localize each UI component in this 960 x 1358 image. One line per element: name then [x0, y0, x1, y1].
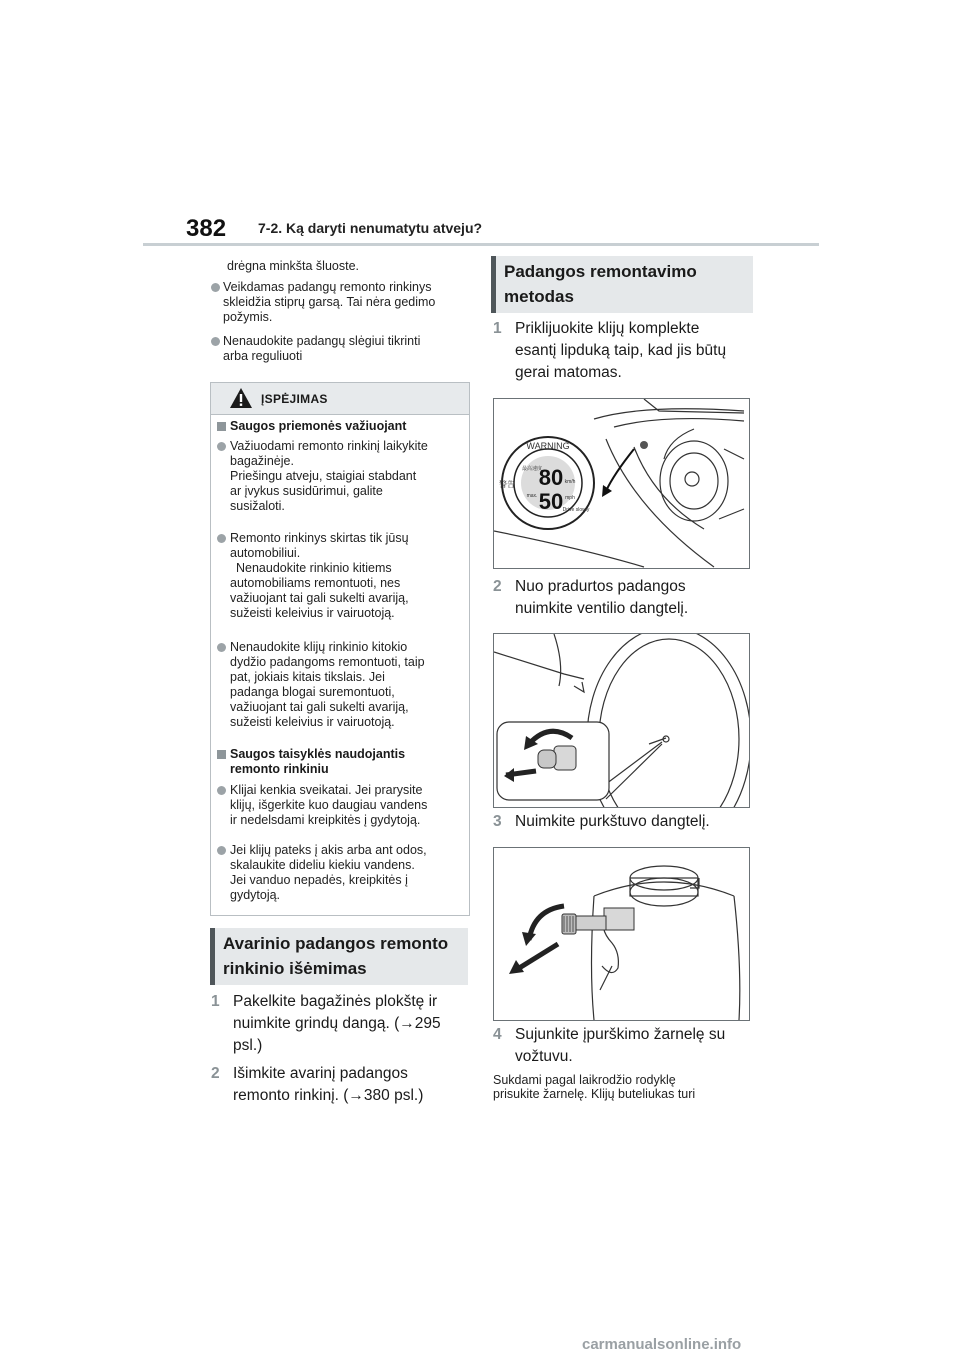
bullet-dot-icon	[211, 283, 220, 292]
bullet-line: skleidžia stiprų garsą. Tai nėra gedimo	[223, 295, 436, 309]
section-heading-kit-removal	[210, 928, 468, 985]
warning-line: Priešingu atveju, staigiai stabdant	[230, 469, 417, 483]
warning-line: automobiliams remontuoti, nes	[230, 576, 401, 590]
warning-line: klijų, išgerkite kuo daugiau vandens	[230, 798, 428, 812]
figure-nozzle-cap	[493, 847, 750, 1021]
step-line: nuimkite ventilio dangtelį.	[515, 600, 689, 617]
warning-subheading	[217, 419, 478, 434]
warning-line: Klijai kenkia sveikatai. Jei prarysite	[230, 783, 423, 797]
figure-valve-cap	[493, 633, 750, 808]
section-title: 7-2. Ką daryti nenumatytu atveju?	[258, 220, 483, 236]
warning-line: dydžio padangoms remontuoti, taip	[230, 655, 425, 669]
svg-text:最高速度: 最高速度	[521, 466, 543, 472]
step-item	[211, 1063, 423, 1107]
step-item	[211, 991, 441, 1057]
square-bullet-icon	[217, 750, 226, 759]
sealant-bottle-illustration	[494, 848, 749, 1020]
step-item	[493, 576, 688, 620]
bullet-dot-icon	[211, 337, 220, 346]
step-item	[493, 811, 710, 833]
warning-line: Jei vanduo nepadės, kreipkitės į	[230, 873, 408, 887]
bullet-line: Veikdamas padangų remonto rinkinys	[223, 280, 432, 294]
svg-text:80: 80	[538, 465, 564, 490]
step-line: gerai matomas.	[515, 364, 622, 381]
section-heading-line: metodas	[504, 287, 574, 306]
watermark: carmanualsonline.info	[582, 1336, 742, 1353]
warning-line: Nenaudokite klijų rinkinio kitokio	[230, 640, 408, 654]
svg-text:max.: max.	[526, 493, 538, 499]
warning-line: Remonto rinkinys skirtas tik jūsų	[230, 531, 409, 545]
warning-line: važiuojant tai gali sukelti avariją,	[230, 700, 409, 714]
warning-line: gydytoją.	[230, 888, 281, 902]
step-item	[493, 1024, 725, 1068]
dashboard-illustration	[494, 399, 749, 568]
bullet-line: arba reguliuoti	[223, 349, 303, 363]
note-line: prisukite žarnelę. Klijų buteliukas turi	[493, 1087, 696, 1101]
step-line: Nuo pradurtos padangos	[515, 578, 686, 595]
nozzle	[562, 908, 634, 934]
wheel-valve-illustration	[494, 634, 749, 807]
warning-line: važiuojant tai gali sukelti avariją,	[230, 591, 409, 605]
warning-line: Jei klijų pateks į akis arba ant odos,	[230, 843, 427, 857]
bullet-line: požymis.	[223, 310, 273, 324]
bullet-line: Nenaudokite padangų slėgiui tikrinti	[223, 334, 421, 348]
warning-line: skalaukite dideliu kiekiu vandens.	[230, 858, 415, 872]
warning-line: Važiuodami remonto rinkinį laikykite	[230, 439, 428, 453]
warning-title: ĮSPĖJIMAS	[261, 392, 328, 406]
step-line: nuimkite grindų dangą. (→295	[233, 1015, 441, 1032]
note-line: Sukdami pagal laikrodžio rodyklę	[493, 1073, 676, 1087]
subheading-text: remonto rinkiniu	[230, 762, 329, 776]
section-heading-line: Padangos remontavimo	[504, 262, 697, 281]
warning-item	[217, 640, 474, 730]
warning-line: susižaloti.	[230, 499, 285, 513]
step-number: 2	[211, 1065, 220, 1082]
warning-header	[211, 383, 469, 415]
warning-item	[217, 439, 474, 514]
warning-triangle-icon	[229, 387, 253, 409]
step-line: Sujunkite įpurškimo žarnelę su	[515, 1026, 726, 1043]
step-line: Priklijuokite klijų komplekte	[515, 320, 700, 337]
step-note	[493, 1073, 753, 1101]
square-bullet-icon	[217, 422, 226, 431]
bullet-dot-icon	[217, 786, 226, 795]
figure-sticker-placement	[493, 398, 750, 569]
svg-text:WARNING: WARNING	[526, 441, 570, 451]
step-line: psl.)	[233, 1037, 263, 1054]
step-line: vožtuvu.	[515, 1048, 573, 1065]
step-number: 4	[493, 1026, 502, 1043]
warning-sticker	[499, 437, 594, 529]
subheading-text: Saugos priemonės važiuojant	[230, 419, 407, 433]
warning-line: bagažinėje.	[230, 454, 294, 468]
step-number: 2	[493, 578, 502, 595]
svg-text:mph: mph	[565, 495, 575, 501]
page-number: 382	[186, 215, 227, 242]
intro-continued-text: drėgna minkšta šluoste.	[227, 259, 360, 273]
warning-box	[210, 382, 470, 916]
bullet-dot-icon	[217, 534, 226, 543]
warning-line: Nenaudokite rinkinio kitiems	[236, 561, 392, 575]
warning-subheading	[217, 747, 478, 777]
warning-line: ar įvykus susidūrimui, galite	[230, 484, 383, 498]
step-number: 1	[493, 320, 502, 337]
subheading-text: Saugos taisyklės naudojantis	[230, 747, 406, 761]
step-line: Pakelkite bagažinės plokštę ir	[233, 993, 438, 1010]
svg-text:km/h: km/h	[564, 479, 576, 485]
bullet-dot-icon	[217, 643, 226, 652]
step-line: Išimkite avarinį padangos	[233, 1065, 408, 1082]
step-item	[493, 318, 726, 384]
list-item	[211, 334, 473, 364]
warning-line: pat, jokiais kitais tikslais. Jei	[230, 670, 385, 684]
step-number: 1	[211, 993, 220, 1010]
warning-line: padanga blogai suremontuoti,	[230, 685, 395, 699]
list-item	[211, 280, 473, 325]
warning-line: sužeisti keleivius ir vairuotoją.	[230, 606, 395, 620]
step-line: Nuimkite purkštuvo dangtelį.	[515, 813, 710, 830]
svg-text:警告: 警告	[499, 480, 515, 489]
svg-text:50: 50	[538, 489, 564, 514]
step-number: 3	[493, 813, 502, 830]
warning-item	[217, 843, 474, 903]
warning-line: ir nedelsdami kreipkitės į gydytoją.	[230, 813, 421, 827]
warning-line: automobiliui.	[230, 546, 301, 560]
section-heading-repair-method	[491, 256, 753, 313]
bullet-dot-icon	[217, 846, 226, 855]
header-rule	[143, 243, 819, 246]
warning-item	[217, 783, 474, 828]
section-heading-line: Avarinio padangos remonto	[223, 934, 449, 953]
step-line: remonto rinkinį. (→380 psl.)	[233, 1087, 424, 1104]
section-heading-line: rinkinio išėmimas	[223, 959, 367, 978]
step-line: esantį lipduką taip, kad jis būtų	[515, 342, 727, 359]
warning-item	[217, 531, 474, 621]
svg-text:Drive slowly: Drive slowly	[562, 507, 590, 513]
bullet-dot-icon	[217, 442, 226, 451]
warning-line: sužeisti keleivius ir vairuotoją.	[230, 715, 395, 729]
